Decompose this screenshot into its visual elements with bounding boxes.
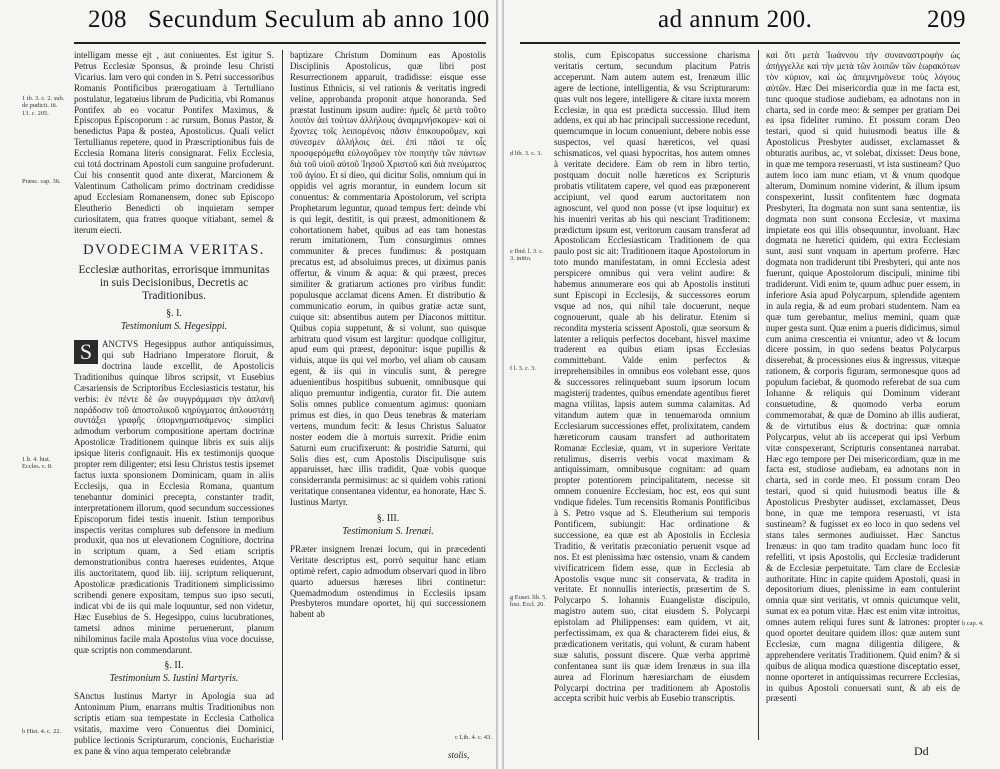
testimonium-heading: Testimonium S. Iustini Martyris. xyxy=(109,673,239,685)
paragraph: SAnctus Iustinus Martyr in Apologia sua ad Antoninum Pium, enarrans multis Traditionibus non scriptis etiam sua tempestate in Ecclesia Catholica vsitatis, maxime vero Conuentus diei Dominici, publice lectionis Scripturarum, concionis, Eucharistiæ ex pane & vino aqua temperato celebrandæ xyxy=(74,691,274,756)
right-page xyxy=(504,0,1000,769)
margin-note: d lib. 3. c. 3. xyxy=(510,150,542,157)
book-gutter xyxy=(496,0,504,769)
section-number: §. I. xyxy=(166,308,182,320)
left-column-1 xyxy=(74,50,274,756)
signature-mark: Dd xyxy=(914,744,929,758)
right-page-number: 209 xyxy=(927,6,966,33)
column-divider xyxy=(282,50,283,740)
right-column-2 xyxy=(766,50,960,740)
left-column-2 xyxy=(290,50,486,740)
catchword: stolis, xyxy=(448,750,470,760)
margin-note: Præsc. cap. 36. xyxy=(22,178,61,185)
left-head-rule xyxy=(74,42,486,44)
section-title: DVODECIMA VERITAS. xyxy=(83,242,265,259)
left-page xyxy=(0,0,496,769)
paragraph: intelligam messe ejt , aut coniuentes. Est igitur S. Petrus Ecclesiæ Sponsus, & proinde Iesu Christi Vicarius. Iam vero qui conden in S. Petri successoribus Romanis Pontificibus prærogatiuam à Tertulliano postulatur, legatœius librum de Pudicitia, vbi Romanus Pontifex ab eo vocatur Pontifex Maximus, & Episcopus Episcoporum : ac rursum, Bonus Pastor, & benedictus Papa & postea, Apostolicus. Quali velict Tertullianus repetere, quod in Præscriptionibus fuis de Ecclesia Romana literis consignarat. Felix Ecclesia, cui totá doctrinam Apostoli cum sanguine profuderunt. Cui bis consentit quod ante dixerat, Marcionem & Valentinum Catholicam primo doctrinam credidisse apud Ecclesiam Romanensem, donec sub Episcopo Eleutherio Benedicti ob inquietam semper curiositatem, qua fratres quoque vitiabant, semel & iterum eiecti. xyxy=(74,50,274,235)
paragraph: καὶ ὅτι μετὰ Ἰωάννου τὴν συναναστροφὴν ὡς ἀπήγγελλε καὶ τὴν μετὰ τῶν λοιπῶν τῶν ἑωρακότων τὸν κύριον, καὶ ὡς ἀπεμνημόνευε τοὺς λόγους αὐτῶν. Hæc Dei misericordia quæ in me facta est, tunc quoque studiose audiebam, ea adnotans non in charta, sed in corde meo: & semper per gratiam Dei ea ipsa fideliter rumino. Et possum coram Deo testari, quod si quid huiusmodi beatus ille & Apostolicus Presbyter audisset, exclamasset & obturatis auribus, ac, vt solebat, dixisset: Deus bone, in quæ me tempora reseruasti, vt ista sustineam? Quo autem loco iam nunc etiam, vt & vnum quodque alterum, Dominum nomine viderint, & illum ipsum conspexerint, Iussit confitentem hæc dogmata Presbyteri, Ita dogmata non sunt sana sententiæ, iis dogmata non sunt consona Ecclesiæ, vt maxima impietate eos qui illis obsequuntur, involuant. Hæc dogmata ne hæretici quidem, qui extra Ecclesiam sunt, ausi sunt vnquam in apertum proferre. Hæc dogmata non tradiderunt tibi Presbyteri, qui ante nos fuerunt, quique Apostolorum discipuli, minime tibi tradiderunt. Vidi enim te, quum adhuc puer essem, in inferiore Asia apud Polycarpum, splendide agentem in aula regia, & ad eum probari studentem. Nam ea quæ tum gerebantur, melius memini, quam quæ nuper gesta sunt. Quæ enim a pueris didicimus, simul cum anima crescentia ei vniuntur, adeo vt & locum dicere possim, in quo sedens beatus Polycarpus disserebat, & processiones eius & ingressus, vitæque rationem, & corporis figuram, sermonesque quos ad populum faciebat, & quomodo referebat de sua cum Iohanne & reliquis qui Dominum viderant consuetudine, & quomodo verba eorum commemorabat, & quæ de Domino ab illis audierat, & de virtutibus eius & doctrina: quæ omnia Polycarpus, velut ab iis acceperat qui ipsi Verbum vitæ conspexerant, Scripturis consentanea narrabat. Hæc ego tempore per Dei misericordiam, quæ in me facta est, studiose audiebam, ea adnotans non in charta, sed in corde meo. Et possum coram Deo testari, quod si quid huiusmodi beatus ille & Apostolicus Presbyter audisset, exclamasset, Deus bone, in quæ me tempora reseruasti, vt ista sustineam? & fugisset ex eo loco in quo sedens vel stans tales sermones audiuisset. Hæc Sanctus Irenæus: in quo tam tradito quadam hunc loco fit refelliti, vt ipsis Apostolis, qui Ecclesiæ tradiderunt & de Ecclesiæ perpetuitate. Tam clare de Ecclesiæ authoritate. Hinc in capite quidem Apostoli, quasi in depositorium diues, plenissime in eam contulerint omnia quæ sint veritatis, vt omnis quicumque velit, sumat ex ea potum vitæ. Hæc est enim vitæ introitus, omnes autem reliqui fures sunt & latrones: propter quod oportet deuitare quidem illos: quæ autem sunt Ecclesiæ, cum magna diligentia diligere, & apprehendere veritatis Traditionem. Quid enim? & si quibus de aliqua modica quæstione disceptatio esset, nonne oporteret in antiquissimas recurrere Ecclesias, in quibus Apostoli conuersati sunt, & ab eis de præsenti xyxy=(766,50,960,704)
section-number: §. III. xyxy=(376,513,400,525)
margin-note: b Hist. 4. c. 22. xyxy=(22,728,62,735)
right-running-head: ad annum 200. xyxy=(658,6,813,33)
margin-note: h cap. 4. xyxy=(962,620,984,627)
margin-note: f l. 3. c. 3. xyxy=(510,365,536,372)
left-running-head: Secundum Seculum ab anno 100 xyxy=(148,6,490,33)
margin-note: g Eusei. lib. 5. hist. Eccl. 20. xyxy=(510,594,547,609)
paragraph: PRæter insignem Irenæi locum, qui in præcedenti Veritate descriptus est, porrò sequitur hanc etiam optimè refert, capio admodum observari quod in libro quarto aduersus hæreses libri continetur: Quemadmodum ostendimus in Ecclesiis ipsam Presbyteros mundare oportet, hij qui successionem habent ab xyxy=(290,543,486,620)
testimonium-heading: Testimonium S. Irenæi. xyxy=(342,525,434,537)
drop-cap: S xyxy=(74,340,98,364)
paragraph: ANCTVS Hegesippus author antiquissimus, qui sub Hadriano Imperatore floruit, & doctrina laude excellit, de Apostolicis Traditionibus quinque libros scripsit, vt Eusebius Cæsariensis de Scriptoribus Ecclesiasticis testatur, his verbis: ἐν πέντε δὲ ὢν συγγράμμασι τὴν ἀπλανῆ παράδοσιν τοῦ ἀποστολικοῦ κηρύγματος ἀπλουστάτῃ συντάξει γραφῆς ὑπομνηματισάμενος· simplici admodum verborum compositione apertam doctrinæ Apostolicæ Traditionem quinque libris ex suis alijs ipsique literis confignauit. His ex testimonijs quoque propter rem diligenter; etsi Iesu Christus testis ipsemet factus iuxta sponsionem Dominicam, quam in aliis Ecclesijs, qua in Ecclesia Romana, quantum tenebantur dominici precepta, constanter tradit, interpretationem illorum, quod secundum successiones Episcoporum fidei testis inuenit. Istiun temporibus inspectis veritas complures sub defensore in medium produxit, qua nos ut elevationem Cognitiore, doctrina in scriptum quam, a Sed etiam scriptis demonstrationibus contra haereses euidentes, Atque ilis auctoritatem, quod lib. iiij. scriptum reliquerunt, Apostolicæ prædicationis Traditionem simplicissimo scribendi genere expositam, tempus suo ipso secuti, indicat vbi de iis qui male loquuntur, sed non videtur, Hæc Eusebius de S. Hegesippo, cuius lucubrationes, tametsi adnos minime peruenerunt, planum nihilominus facile mala Apostolus viua voce docuisse, quæ scriptis non commendarunt. xyxy=(74,339,274,655)
paragraph: baptizare Christum Dominum eas Apostolis Disciplinis Apostolicus, quæ libri post Resurrectionem apparuit, tradidisse: eisque esse Iustinus Ethnicis, si vel rationis & veritatis ingredi veline, approbanda proponit atque honoranda. Sed præstat Iustinum ipsum audire: ἡμεῖς δὲ μετὰ τοῦτο λοιπὸν ἀεὶ τούτων ἀλλήλους ἀναμιμνήσκομεν· καὶ οἱ ἔχοντες τοῖς λειπομένοις πᾶσιν ἐπικουροῦμεν, καὶ σύνεσμεν ἀλλήλοις ἀεί. ἐπὶ πᾶσί τε οἷς προσφερόμεθα εὐλογοῦμεν τὸν ποιητὴν τῶν πάντων διὰ τοῦ υἱοῦ αὐτοῦ Ἰησοῦ Χριστοῦ καὶ διὰ πνεύματος τοῦ ἁγίου. Et si dieo, qui dicitur Solis, omnium qui in oppidis vel agris morantur, in eundem locum sit conuentus: & commentaria Apostolorum, vel scripta Prophetarum leguntur, quoad tempus fert: deinde vbi is qui legit, destitit, is qui præest, admonitionem & cohortationem habet, quibus ad eas tam honestas rerum imitationem, Tum consurgimus omnes communiter & preces fundimus: & postquam precatus est, ad absoluimus preces, ut diximus panis offertur, & vinum & aqua: & qui præest, preces similiter & gratiarum actiones pro viribus fundit: populusque acclamat dicens Amen. Et distributio & communicatio eorum, in quibus gratiæ actæ sunt, cuique sit: absentibus autem per Diaconos mittitur. Quibus copia suppetunt, & si volunt, suo quisque arbitratu quod visum est largitur: quodque colligitur, apud eum qui præest, deponitur: isque pupillis & viduis, atque iis qui vel morbo, vel aliam ob causam egent, & iis qui in vinculis sunt, & peregre aduenientibus hospitibus subuenit, omnibusque qui aliquo premuntur indigentia, curator fit. Die autem Solis omnes publice conuentum agimus: quoniam primus est dies, in quo Deus tenebras & materiam vertens, mundum fecit: & Iesus Christus Saluator noster eodem die à mortuis surrexit. Pridie enim Saturni eum crucifixerunt: & postridie Saturni, qui Solis dies est, cum Apostolis Discipulisque suis apparuisset, hæc illis tradidit, Quæ vobis quoque considerranda permisimus: ac si quidem vobis rationi veritatique consentanea videntur, ea honorate, Hæc S. Iustinus Martyr. xyxy=(290,50,486,508)
margin-note: 1 ib. 3. c. 2. sub. de pudicit. iii. 13. c. 205. xyxy=(22,95,65,117)
left-page-number: 208 xyxy=(88,6,127,33)
right-column-1 xyxy=(554,50,750,740)
right-head-rule xyxy=(520,42,960,44)
testimonium-heading: Testimonium S. Hegesippi. xyxy=(120,321,228,333)
section-number: §. II. xyxy=(164,660,184,672)
column-divider xyxy=(758,50,759,740)
section-subtitle: Ecclesiæ authoritas, errorisque immunitas in suis Decisionibus, Decretis ac Traditionibus. xyxy=(78,264,270,303)
margin-note: 1 b. 4. hist. Eccles. c. 8. xyxy=(22,456,53,471)
paragraph: stolis, cum Episcopatus successione charisma veritatis certum, secundum placitum Patris acceperunt. Nam autem autem est, Irenæum illic agere de lectione, intelligentia, & vsu Scripturarum: quas vult nos legere, intelligere & citare iuxta morem Ecclesiæ, in qua est prædicta successio. Illud item addens, ex qui ab hac principali successione recedunt, quemcumque in locum conueniunt, debere nobis esse suspectos, vel quasi hæreticos, vel quasi schismaticos, vel quasi hypocritas, hos autem omnes à veritate decidere. Eam ob rem in libro tertio, postquam docuit nolle hæreticos ex Scripturis probatis vtilitatem capere, vel quod eas præponerent accipiunt, vel quod earum auctoritatem non agnoscunt, vel quod non posse (vt ipse loquitur) ex his inueniri veritas ab his qui nesciant Traditionem: prædictum ipsum est, veritorum causam transferat ad Apostolicam Ecclesiasticam Traditionem de qua paulo post sic ait: Traditionem itaque Apostolorum in toto mundo manifestatam, in omni Ecclesia adest perspicere omnibus qui vera velint audire: & habemus annumerare eos qui ab Apostolis instituti sunt Episcopi in Ecclesijs, & successores eorum vsque ad nos, qui nihil tale docuerunt, neque cognouerunt, quale ab his deliratur. Etenim si recondita mysteria scissent Apostoli, quæ seorsum & latenter a reliquis perfectos docebant, hisvel maxime traderent ea quibus etiam ipsas Ecclesias committebant. Valde enim perfectos & irreprehensibiles in omnibus eos volebant esse, quos & successores relinquebant suum ipsorum locum magisterij tradentes, quibus emendate agentibus fieret magna vtilitas, lapsis autem summa calamitas. Ad vitandum autem quæ in tenuemaroda omnium Ecclesiarum successiones effet, prolixitatem, candem hæreticorum causam transfert ad authoritatem Romanæ Ecclesiæ, quam, vt in superiore Veritate retulimus, diserris verbis vocat maximam & antiquissimam, omnibusque cognitam: ad quam propter potentiorem principalitatem, necesse sit omnem conuenire Ecclesiam, hoc est, eos qui sunt vndique fideles. Tum recensitis Romanis Pontificibus à S. Petro vsque ad S. Eleutherium sui temporis Pontificem, subiungit: Hac ordinatione & successione, ea quæ est ab Apostolis in Ecclesia Traditio, & veritatis præconiatio peruenit vsque ad nos. Et est plenissima hæc ostensio, vnam & candem vivificatricem fidem esse, quæ in Ecclesia ab Apostolis vsque nunc sit conservata, & tradita in veritate. Et nonnullis interiectis, præsertim de S. Polycarpo S. Iohannis Euangelistæ discipulo, magistro autem suo, citat eiusdem S. Polycarpi epistolam ad Philippenses: eam quidem, vt ait, perfectissimam, ex qua & characterem fidei eius, & prædicationem veritatis, qui volunt, & curam habent suæ salutis, possunt discere. Quæ verba apprimè confentanea sunt iis quæ idem Irenæus in sua illa aurea ad Florinum hæresiarcham de eiusdem Polycarpi doctrina per traditionem ab Apostolis accepta scribit huic verbis ab Eusebio transcriptis. xyxy=(554,50,750,704)
margin-note: e Ibid. l. 3. c. 3. initio. xyxy=(510,248,544,263)
margin-note: c Lib. 4. c. 43. xyxy=(455,734,492,741)
